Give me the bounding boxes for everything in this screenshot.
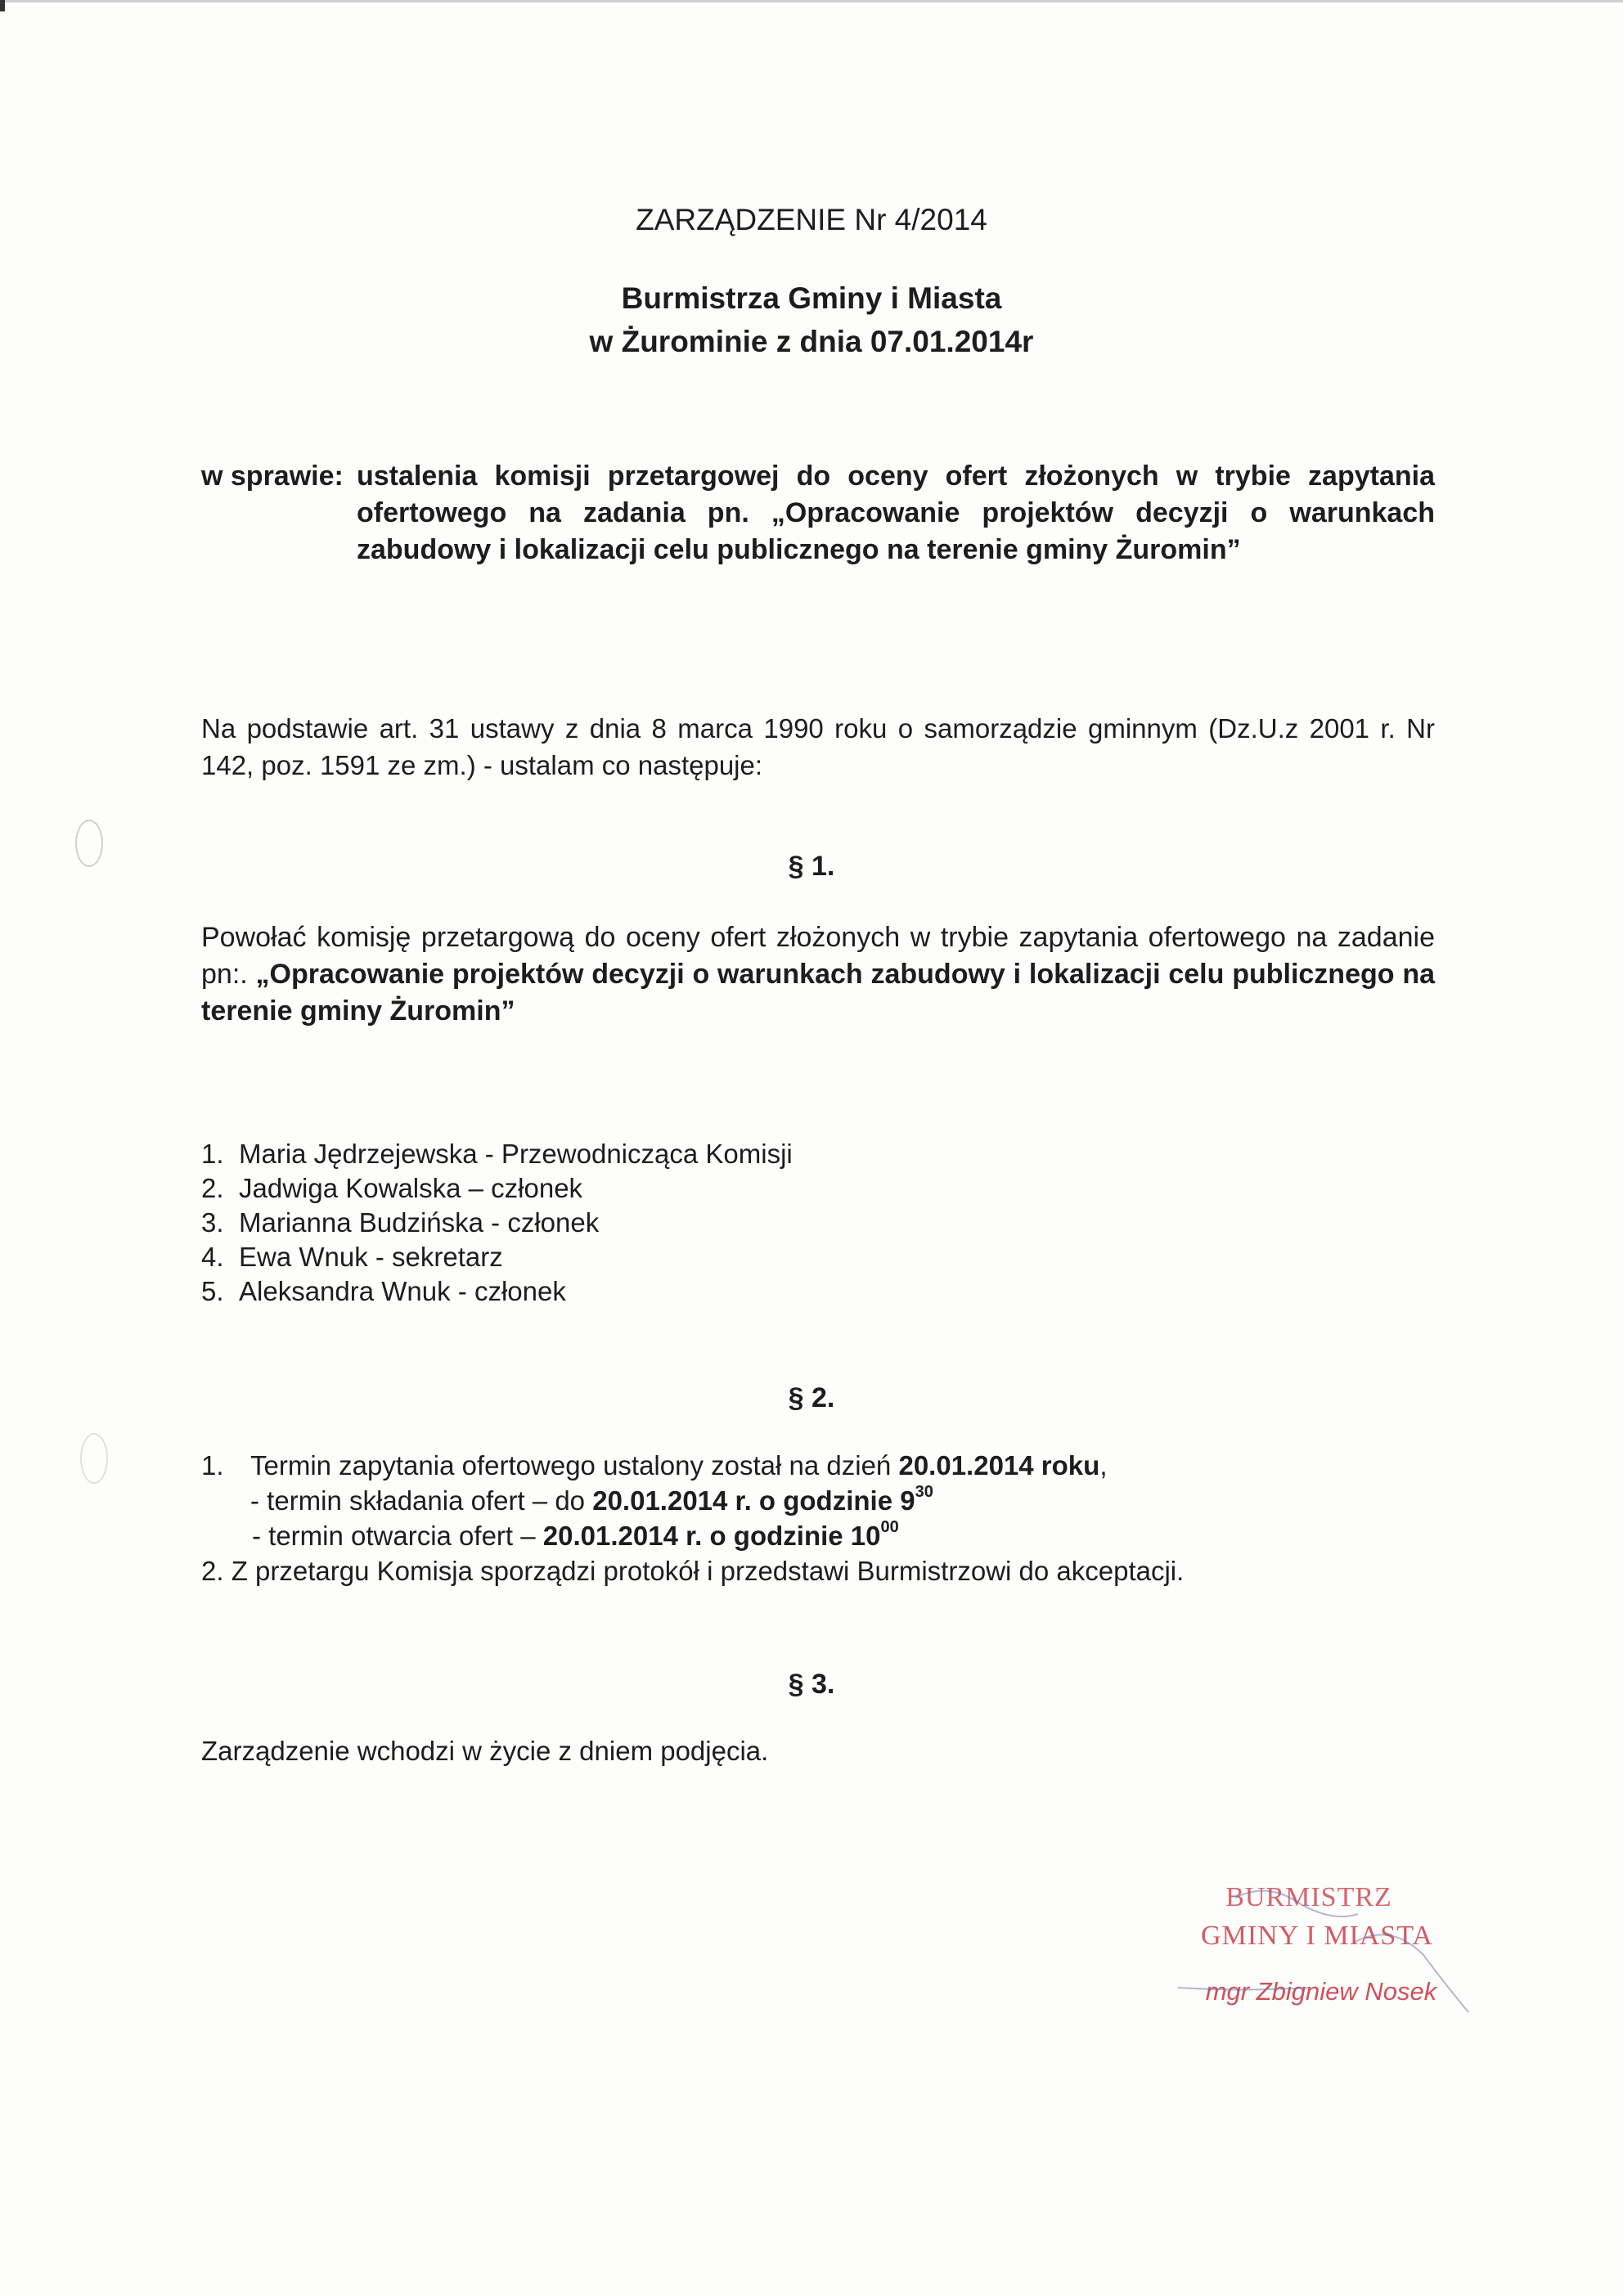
- list-number: 3.: [201, 1207, 224, 1238]
- list-number: 5.: [201, 1276, 224, 1306]
- member-text: Maria Jędrzejewska - Przewodnicząca Komisji: [239, 1139, 793, 1169]
- scan-corner-mark: [0, 0, 5, 11]
- member-text: Aleksandra Wnuk - członek: [239, 1276, 566, 1306]
- list-item: [201, 1137, 1183, 1171]
- list-number: 2.: [201, 1173, 224, 1203]
- item-1-punct: ,: [1099, 1450, 1108, 1480]
- sub-2-date-text: 20.01.2014 r. o godzinie 10: [542, 1521, 881, 1551]
- section-1-intro: Powołać komisję przetargową do oceny ofert złożonych w trybie zapytania ofertowego na zadanie pn:.: [201, 922, 1435, 990]
- section-1-heading: § 1.: [788, 851, 835, 882]
- section-3-text: Zarządzenie wchodzi w życie z dniem podjęcia.: [201, 1736, 769, 1766]
- section-3-heading: § 3.: [788, 1669, 835, 1700]
- sub-1-date: [592, 1485, 933, 1516]
- list-item: [201, 1206, 1183, 1240]
- list-number: 4.: [201, 1242, 224, 1272]
- subject-label: w sprawie:: [201, 461, 344, 492]
- section-1-task-name: „Opracowanie projektów decyzji o warunkach zabudowy i lokalizacji celu publicznego na terenie gminy Żuromin”: [201, 959, 1436, 1027]
- scan-top-edge: [0, 0, 1623, 2]
- section-1-text: [201, 919, 1435, 1030]
- sub-1-minutes: 30: [915, 1483, 933, 1501]
- section-2-item-2: 2. Z przetargu Komisja sporządzi protokół i przedstawi Burmistrzowi do akceptacji.: [201, 1556, 1185, 1586]
- stamp-line-2: GMINY I MIASTA: [1201, 1921, 1433, 1951]
- section-2-sub-2: [201, 1518, 1435, 1553]
- stamp-name: mgr Zbigniew Nosek: [1205, 1977, 1437, 2006]
- sub-1-date-text: 20.01.2014 r. o godzinie 9: [592, 1485, 915, 1516]
- stamp-line-1: BURMISTRZ: [1225, 1882, 1392, 1912]
- section-2-heading: § 2.: [788, 1382, 835, 1413]
- item-1-date: 20.01.2014 roku: [898, 1450, 1100, 1480]
- sub-2-text: - termin otwarcia ofert –: [252, 1521, 536, 1551]
- sub-2-date: [542, 1518, 899, 1551]
- sub-1-text: - termin składania ofert – do: [250, 1485, 586, 1516]
- list-number: 1.: [201, 1450, 224, 1480]
- subject-block: [201, 458, 1435, 568]
- list-number: 1.: [201, 1139, 224, 1169]
- section-2-sub-1: [201, 1483, 1435, 1518]
- section-2-text: [201, 1448, 1435, 1588]
- official-stamp: [1145, 1865, 1472, 2029]
- sub-2-minutes: 00: [880, 1518, 899, 1536]
- member-text: Ewa Wnuk - sekretarz: [239, 1242, 503, 1272]
- subject-text: ustalenia komisji przetargowej do oceny ofert złożonych w trybie zapytania ofertowego na zadania pn. „Opracowanie projektów decyzji o warunkach zabudowy i lokalizacji celu publicznego na terenie gminy Żuromin”: [357, 461, 1435, 565]
- item-1-text: Termin zapytania ofertowego ustalony został na dzień: [250, 1450, 892, 1480]
- list-item: [201, 1274, 1183, 1309]
- issuer-line-2: w Żurominie z dnia 07.01.2014r: [589, 325, 1034, 358]
- committee-members-list: [201, 1137, 1183, 1309]
- member-text: Marianna Budzińska - członek: [239, 1207, 600, 1238]
- section-2-item-1: [201, 1448, 1435, 1483]
- issuer-line-1: Burmistrza Gminy i Miasta: [621, 281, 1002, 315]
- document-title: ZARZĄDZENIE Nr 4/2014: [636, 203, 987, 236]
- list-item: [201, 1240, 1183, 1274]
- member-text: Jadwiga Kowalska – członek: [239, 1173, 583, 1203]
- list-item: [201, 1171, 1183, 1206]
- legal-basis: Na podstawie art. 31 ustawy z dnia 8 marca 1990 roku o samorządzie gminnym (Dz.U.z 2001 r. Nr 142, poz. 1591 ze zm.) - ustalam co następuje:: [201, 713, 1435, 780]
- punch-hole-mark: [80, 1433, 108, 1484]
